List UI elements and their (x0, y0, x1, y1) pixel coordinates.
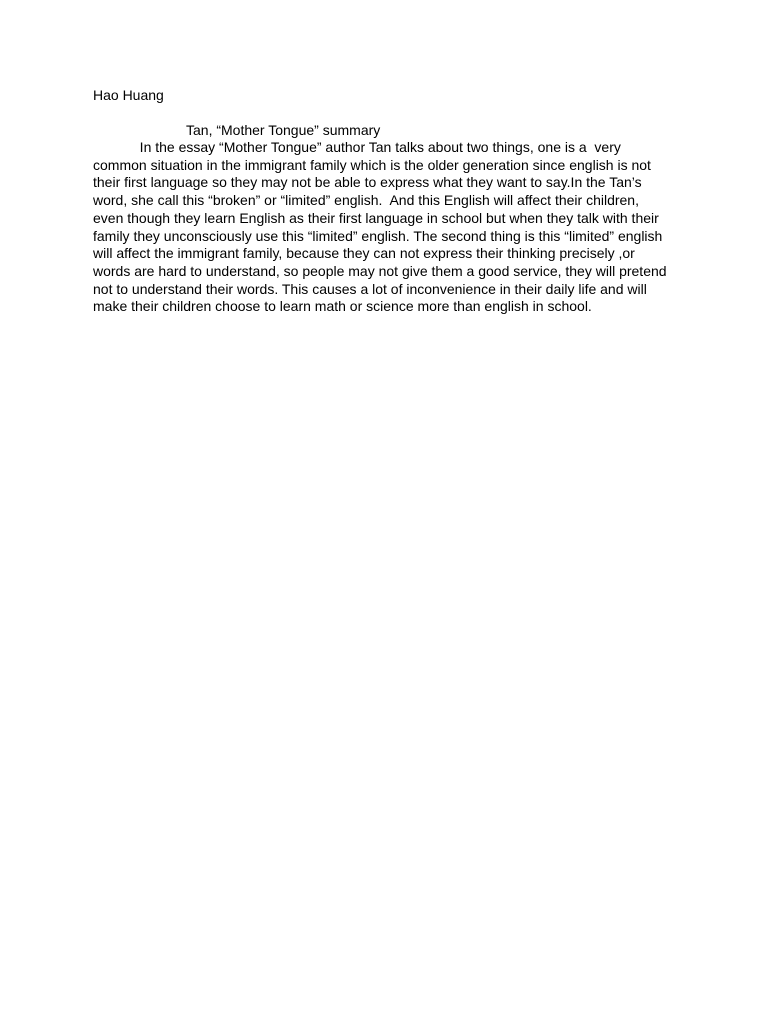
paragraph-line: not to understand their words. This causes a lot of inconvenience in their daily life and will (93, 280, 647, 297)
paragraph-line: common situation in the immigrant family which is the older generation since english is not (93, 156, 651, 173)
author-name: Hao Huang (93, 87, 164, 103)
paragraph-line: make their children choose to learn math or science more than english in school. (93, 298, 592, 315)
paragraph-line: their first language so they may not be able to express what they want to say.In the Tan’s (93, 174, 642, 191)
paragraph-line: family they unconsciously use this “limited” english. The second thing is this “limited” english (93, 227, 663, 244)
summary-paragraph (93, 139, 667, 316)
paragraph-line: words are hard to understand, so people may not give them a good service, they will pretend (93, 262, 667, 279)
paragraph-line: In the essay “Mother Tongue” author Tan talks about two things, one is a very (93, 139, 621, 155)
paragraph-line: even though they learn English as their first language in school but when they talk with their (93, 209, 659, 226)
paragraph-line: word, she call this “broken” or “limited” english. And this English will affect their children, (93, 192, 639, 209)
document-title: Tan, “Mother Tongue” summary (186, 122, 381, 138)
paragraph-line: will affect the immigrant family, because they can not express their thinking precisely ,or (93, 245, 635, 262)
